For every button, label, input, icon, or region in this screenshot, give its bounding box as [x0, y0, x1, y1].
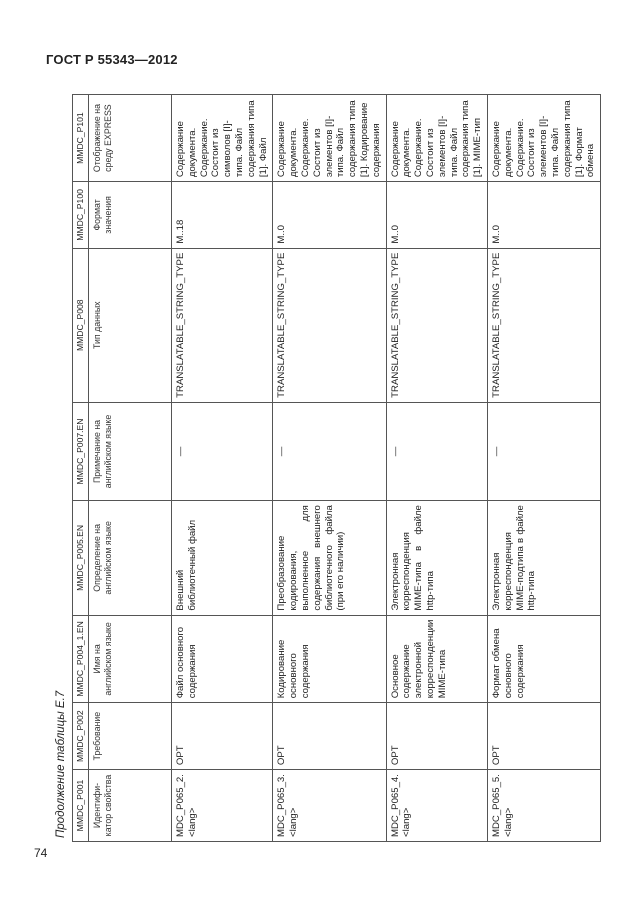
column-code: MMDC_P007.EN — [73, 402, 89, 500]
property-id-cell: MDC_P065_2.<lang> — [172, 770, 273, 842]
column-header: Формат значения — [89, 182, 172, 248]
table-row — [172, 95, 273, 842]
table-caption: Продолжение таблицы Е.7 — [55, 690, 67, 838]
column-header: Идентифи-катор свойства — [89, 770, 172, 842]
page-number: 74 — [34, 846, 48, 860]
column-code-row — [73, 95, 89, 842]
note-en-cell: — — [487, 402, 600, 500]
value-format-cell: M..0 — [273, 182, 386, 248]
requirement-cell: OPT — [273, 703, 386, 770]
value-format-cell: M..0 — [386, 182, 487, 248]
table-row — [487, 95, 600, 842]
column-header: Определение на английском языке — [89, 501, 172, 615]
column-code: MMDC_P101 — [73, 95, 89, 182]
column-code: MMDC_P004_1.EN — [73, 615, 89, 703]
requirement-cell: OPT — [487, 703, 600, 770]
column-header: Имя на английском языке — [89, 615, 172, 703]
express-mapping-cell: Содержание документа. Содержание. Состоит из элементов [I]-типа. Файл содержания типа [1]. MIME-тип — [386, 95, 487, 182]
data-type-cell: TRANSLATABLE_STRING_TYPE — [273, 248, 386, 402]
definition-en-cell: Внешний библиотечный файл — [172, 501, 273, 615]
data-type-cell: TRANSLATABLE_STRING_TYPE — [172, 248, 273, 402]
property-id-cell: MDC_P065_4.<lang> — [386, 770, 487, 842]
column-header: Отображение на среду EXPRESS — [89, 95, 172, 182]
express-mapping-cell: Содержание документа. Содержание. Состоит из элементов [I]-типа. Файл содержания типа [1]. Формат обмена — [487, 95, 600, 182]
requirement-cell: OPT — [172, 703, 273, 770]
column-header-row — [89, 95, 172, 842]
note-en-cell: — — [273, 402, 386, 500]
data-type-cell: TRANSLATABLE_STRING_TYPE — [386, 248, 487, 402]
definition-en-cell: Электронная корреспонденция MIME-подтипа в файле http-типа — [487, 501, 600, 615]
definition-en-cell: Преобразование кодирования, выполненное для содержания внешнего библиотечного файла (при его наличии) — [273, 501, 386, 615]
definition-en-cell: Электронная корреспонденция MIME-типа в файле http-типа — [386, 501, 487, 615]
note-en-cell: — — [386, 402, 487, 500]
table-row — [273, 95, 386, 842]
property-table — [72, 94, 601, 842]
name-en-cell: Файл основного содержания — [172, 615, 273, 703]
column-header: Требование — [89, 703, 172, 770]
column-code: MMDC_P002 — [73, 703, 89, 770]
name-en-cell: Основное содержание электронной корреспонденции MIME-типа — [386, 615, 487, 703]
requirement-cell: OPT — [386, 703, 487, 770]
express-mapping-cell: Содержание документа. Содержание. Состоит из символов [I]-типа. Файл содержания типа [1]. Файл — [172, 95, 273, 182]
value-format-cell: M..18 — [172, 182, 273, 248]
property-id-cell: MDC_P065_5.<lang> — [487, 770, 600, 842]
column-code: MMDC_P008 — [73, 248, 89, 402]
column-header: Тип данных — [89, 248, 172, 402]
column-code: MMDC_P005.EN — [73, 501, 89, 615]
column-header: Примечание на английском языке — [89, 402, 172, 500]
rotated-table-area — [54, 94, 596, 842]
column-code: MMDC_P100 — [73, 182, 89, 248]
note-en-cell: — — [172, 402, 273, 500]
table-row — [386, 95, 487, 842]
property-id-cell: MDC_P065_3.<lang> — [273, 770, 386, 842]
data-type-cell: TRANSLATABLE_STRING_TYPE — [487, 248, 600, 402]
value-format-cell: M..0 — [487, 182, 600, 248]
express-mapping-cell: Содержание документа. Содержание. Состоит из элементов [I]-типа. Файл содержания типа [1]. Кодирование содержания — [273, 95, 386, 182]
column-code: MMDC_P001 — [73, 770, 89, 842]
document-header: ГОСТ Р 55343—2012 — [46, 52, 178, 67]
name-en-cell: Кодирование основного содержания — [273, 615, 386, 703]
name-en-cell: Формат обмена основного содержания — [487, 615, 600, 703]
